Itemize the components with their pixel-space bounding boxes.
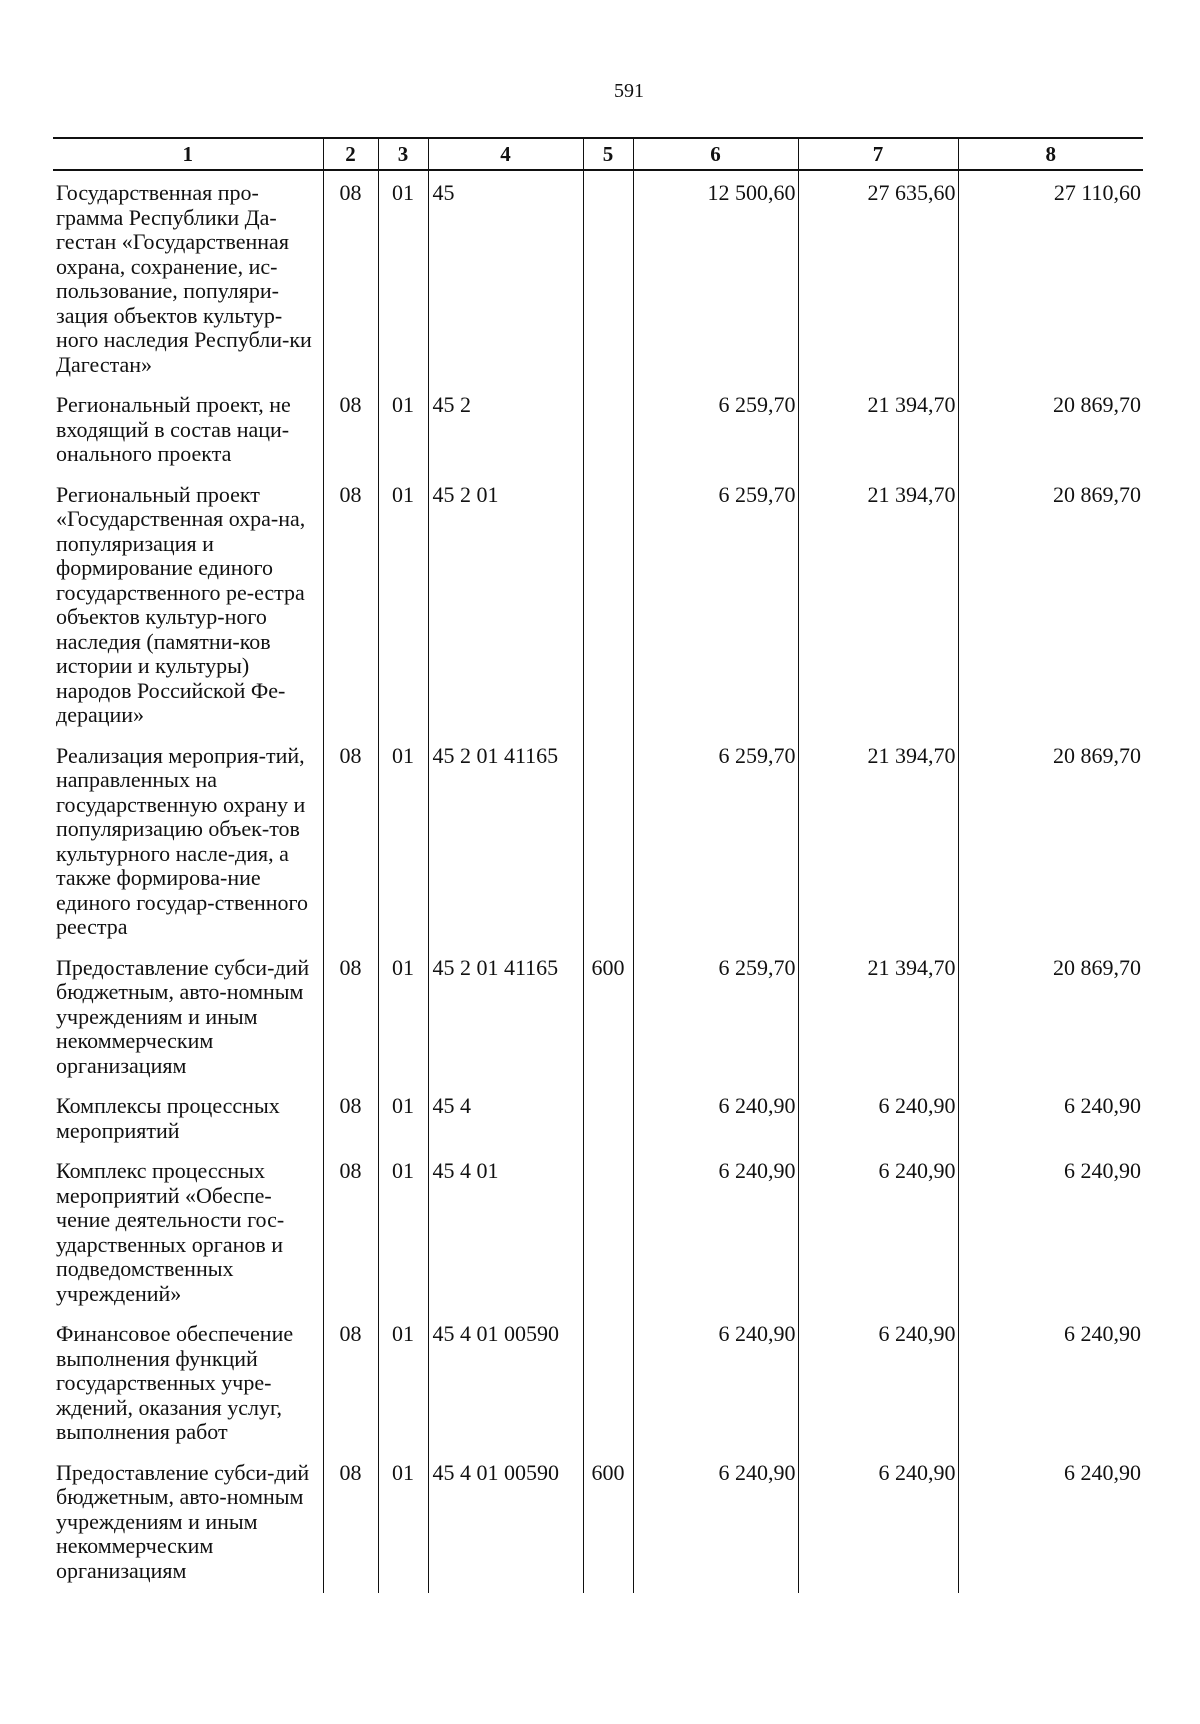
section-code: 08 bbox=[323, 393, 378, 483]
expense-type-code: 600 bbox=[583, 956, 633, 1095]
amount-col8: 20 869,70 bbox=[958, 483, 1143, 744]
table-row bbox=[53, 393, 1143, 483]
amount-col6: 6 240,90 bbox=[633, 1159, 798, 1322]
column-header: 1 bbox=[53, 138, 323, 170]
amount-col8: 6 240,90 bbox=[958, 1322, 1143, 1461]
amount-col8: 20 869,70 bbox=[958, 956, 1143, 1095]
subsection-code: 01 bbox=[378, 483, 428, 744]
subsection-code: 01 bbox=[378, 1322, 428, 1461]
target-article-code: 45 4 01 00590 bbox=[428, 1322, 583, 1461]
column-header: 7 bbox=[798, 138, 958, 170]
item-name: Финансовое обеспечение выполнения функций государственных учре-ждений, оказания услуг, выполнения работ bbox=[56, 1321, 294, 1444]
amount-col7: 21 394,70 bbox=[798, 393, 958, 483]
section-code: 08 bbox=[323, 956, 378, 1095]
target-article-code: 45 2 01 41165 bbox=[428, 956, 583, 1095]
amount-col7: 21 394,70 bbox=[798, 956, 958, 1095]
amount-col7: 21 394,70 bbox=[798, 483, 958, 744]
subsection-code: 01 bbox=[378, 1094, 428, 1159]
amount-col6: 6 259,70 bbox=[633, 956, 798, 1095]
column-header: 4 bbox=[428, 138, 583, 170]
target-article-code: 45 2 01 41165 bbox=[428, 744, 583, 956]
table-row bbox=[53, 1159, 1143, 1322]
table-row bbox=[53, 1461, 1143, 1594]
amount-col6: 6 240,90 bbox=[633, 1461, 798, 1594]
expense-type-code bbox=[583, 393, 633, 483]
item-name: Предоставление субси-дий бюджетным, авто-номным учреждениям и иным некоммерческим организациям bbox=[56, 954, 310, 1078]
subsection-code: 01 bbox=[378, 744, 428, 956]
column-header: 2 bbox=[323, 138, 378, 170]
table-row bbox=[53, 170, 1143, 393]
expense-type-code bbox=[583, 1159, 633, 1322]
table-header-row bbox=[53, 138, 1143, 170]
amount-col8: 20 869,70 bbox=[958, 393, 1143, 483]
column-header: 6 bbox=[633, 138, 798, 170]
table-row bbox=[53, 1322, 1143, 1461]
expense-type-code bbox=[583, 1094, 633, 1159]
amount-col6: 6 240,90 bbox=[633, 1094, 798, 1159]
section-code: 08 bbox=[323, 744, 378, 956]
amount-col7: 6 240,90 bbox=[798, 1461, 958, 1594]
amount-col6: 6 259,70 bbox=[633, 483, 798, 744]
target-article-code: 45 2 bbox=[428, 393, 583, 483]
expense-type-code: 600 bbox=[583, 1461, 633, 1594]
amount-col8: 6 240,90 bbox=[958, 1461, 1143, 1594]
amount-col6: 6 259,70 bbox=[633, 744, 798, 956]
target-article-code: 45 4 01 bbox=[428, 1159, 583, 1322]
target-article-code: 45 4 01 00590 bbox=[428, 1461, 583, 1594]
table-row bbox=[53, 956, 1143, 1095]
subsection-code: 01 bbox=[378, 1461, 428, 1594]
section-code: 08 bbox=[323, 1159, 378, 1322]
subsection-code: 01 bbox=[378, 1159, 428, 1322]
amount-col7: 6 240,90 bbox=[798, 1094, 958, 1159]
subsection-code: 01 bbox=[378, 393, 428, 483]
expense-type-code bbox=[583, 483, 633, 744]
amount-col8: 6 240,90 bbox=[958, 1094, 1143, 1159]
amount-col7: 6 240,90 bbox=[798, 1322, 958, 1461]
amount-col7: 27 635,60 bbox=[798, 170, 958, 393]
subsection-code: 01 bbox=[378, 170, 428, 393]
budget-table bbox=[53, 137, 1143, 1593]
column-header: 8 bbox=[958, 138, 1143, 170]
target-article-code: 45 2 01 bbox=[428, 483, 583, 744]
amount-col8: 20 869,70 bbox=[958, 744, 1143, 956]
item-name: Комплекс процессных мероприятий «Обеспе-чение деятельности гос-ударственных органов и подведомственных учреждений» bbox=[56, 1158, 285, 1306]
section-code: 08 bbox=[323, 483, 378, 744]
item-name: Реализация мероприя-тий, направленных на государственную охрану и популяризацию объек-тов культурного насле-дия, а также формирова-ние единого государ-ственного реестра bbox=[56, 742, 309, 939]
column-header: 5 bbox=[583, 138, 633, 170]
section-code: 08 bbox=[323, 170, 378, 393]
amount-col7: 6 240,90 bbox=[798, 1159, 958, 1322]
target-article-code: 45 4 bbox=[428, 1094, 583, 1159]
amount-col6: 6 259,70 bbox=[633, 393, 798, 483]
section-code: 08 bbox=[323, 1094, 378, 1159]
table-row bbox=[53, 744, 1143, 956]
expense-type-code bbox=[583, 1322, 633, 1461]
expense-type-code bbox=[583, 170, 633, 393]
section-code: 08 bbox=[323, 1461, 378, 1594]
item-name: Региональный проект «Государственная охра-на, популяризация и формирование единого государственного ре-естра объектов культур-ного наследия (памятни-ков истории и культуры) народов Российской Фе-дерации» bbox=[56, 481, 306, 727]
table-row bbox=[53, 483, 1143, 744]
table-row bbox=[53, 1094, 1143, 1159]
item-name: Комплексы процессных мероприятий bbox=[56, 1093, 280, 1143]
amount-col8: 27 110,60 bbox=[958, 170, 1143, 393]
item-name: Государственная про-грамма Республики Да-гестан «Государственная охрана, сохранение, ис-пользование, популяри-зация объектов культур-ного наследия Республи-ки Дагестан» bbox=[56, 180, 312, 377]
page-number: 591 bbox=[614, 80, 644, 102]
subsection-code: 01 bbox=[378, 956, 428, 1095]
column-header: 3 bbox=[378, 138, 428, 170]
amount-col6: 6 240,90 bbox=[633, 1322, 798, 1461]
amount-col7: 21 394,70 bbox=[798, 744, 958, 956]
amount-col8: 6 240,90 bbox=[958, 1159, 1143, 1322]
amount-col6: 12 500,60 bbox=[633, 170, 798, 393]
expense-type-code bbox=[583, 744, 633, 956]
item-name: Региональный проект, не входящий в состав наци-онального проекта bbox=[56, 392, 291, 466]
item-name: Предоставление субси-дий бюджетным, авто-номным учреждениям и иным некоммерческим организациям bbox=[56, 1459, 310, 1583]
target-article-code: 45 bbox=[428, 170, 583, 393]
section-code: 08 bbox=[323, 1322, 378, 1461]
